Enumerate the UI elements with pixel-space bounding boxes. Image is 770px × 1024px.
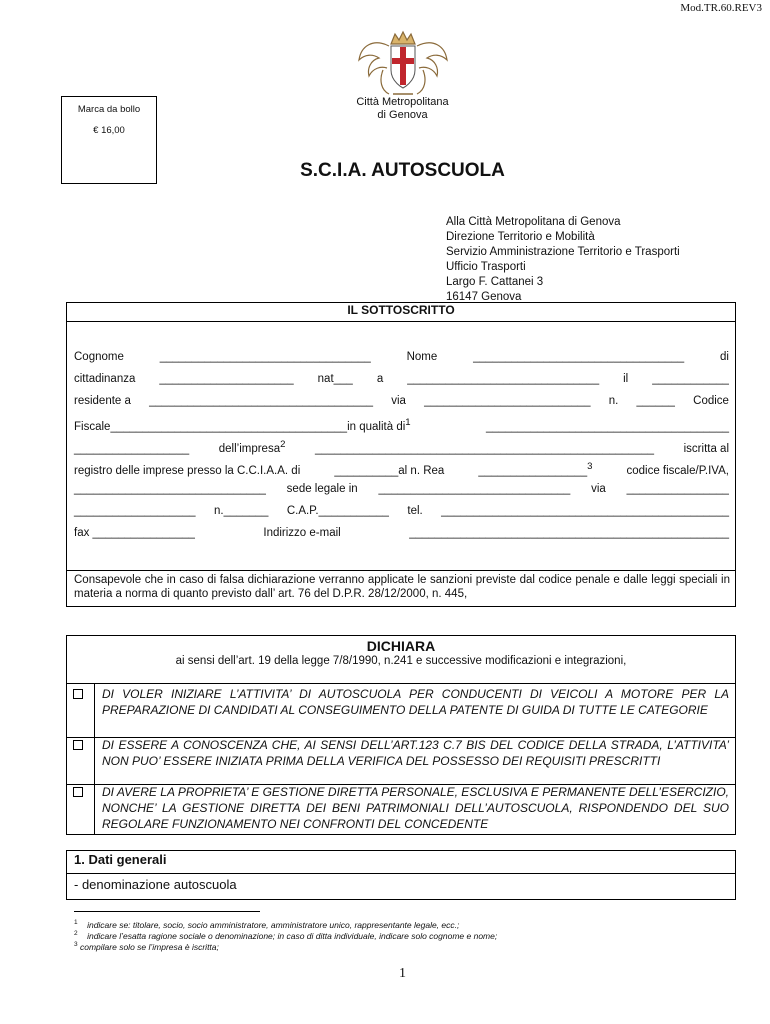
via2-cont-field[interactable]: ___________________ bbox=[74, 505, 196, 517]
declaration-text-2: DI ESSERE A CONOSCENZA CHE, AI SENSI DELL’ART.123 C.7 BIS DEL CODICE DELLA STRADA, L’ATTIVITA’ NON PUO’ ESSERE INIZIATA PRIMA DELLA VERIFICA DEL POSSESSO DEI REQUISITI PRESCRITTI bbox=[102, 738, 729, 768]
form-line-registro bbox=[74, 461, 729, 477]
in-qualita-label: in qualità di bbox=[347, 420, 406, 433]
form-line-cap bbox=[74, 505, 729, 517]
birthdate-field[interactable]: ____________ bbox=[652, 373, 729, 385]
via-label: via bbox=[391, 395, 406, 407]
iscritta-label: iscritta al bbox=[683, 442, 729, 455]
footnote-2 bbox=[74, 930, 497, 941]
il-label: il bbox=[623, 373, 629, 385]
rea-field[interactable]: _________________ bbox=[478, 464, 588, 477]
codice-label: Codice bbox=[693, 395, 729, 407]
a-label: a bbox=[376, 373, 384, 385]
cf-piva-label: codice fiscale/P.IVA, bbox=[626, 464, 729, 477]
codice-fiscale-field[interactable]: _____________________________________ bbox=[110, 420, 348, 433]
declaration-text-1: DI VOLER INIZIARE L’ATTIVITA’ DI AUTOSCUOLA PER CONDUCENTI DI VEICOLI A MOTORE PER LA PREPARAZIONE DI CANDIDATI AL CONSEGUIMENTO DELLA PATENTE DI GUIDA DI TUTTE LE CATEGORIE bbox=[102, 687, 729, 717]
recipient-line: Ufficio Trasporti bbox=[446, 261, 526, 273]
nome-field[interactable]: _________________________________ bbox=[473, 351, 685, 363]
residente-a-label: residente a bbox=[74, 395, 131, 407]
tel-label: tel. bbox=[407, 505, 423, 517]
via2-label: via bbox=[591, 483, 606, 495]
fiscale-label: Fiscale bbox=[74, 420, 111, 433]
fax-field[interactable]: ________________ bbox=[92, 527, 195, 539]
dati-generali-section bbox=[66, 850, 736, 900]
di-label: di bbox=[720, 351, 729, 363]
cciaa-field[interactable]: __________ bbox=[334, 464, 399, 477]
recipient-line: Direzione Territorio e Mobilità bbox=[446, 231, 595, 243]
via2-field[interactable]: ________________ bbox=[626, 483, 729, 495]
divider bbox=[66, 683, 736, 684]
nome-label: Nome bbox=[406, 351, 438, 363]
institution-line-1: Città Metropolitana bbox=[356, 96, 449, 108]
consapevole-text: Consapevole che in caso di falsa dichiarazione verranno applicate le sanzioni previste dal codice penale e dalle leggi speciali in materia a norma di quanto previsto dall’ art. 76 del D.P.R. 28/12/2000, n. 445, bbox=[74, 574, 730, 600]
footnote-3 bbox=[74, 941, 219, 952]
dati-generali-title: 1. Dati generali bbox=[74, 852, 167, 867]
declaration-text-3: DI AVERE LA PROPRIETA’ E GESTIONE DIRETTA PERSONALE, ESCLUSIVA E PERMANENTE DELL’ESERCIZIO, NONCHE’ LA GESTIONE DIRETTA DEI BENI PATRIMONIALI DELL’AUTOSCUOLA, RISPONDENDO DEL SUO REGOLARE FUNZIONAMENTO NEI CONFRONTI DEL CONCEDENTE bbox=[102, 785, 729, 831]
cittadinanza-field[interactable]: _____________________ bbox=[159, 373, 294, 385]
institution-line-2: di Genova bbox=[377, 109, 428, 121]
cap-field[interactable]: ___________ bbox=[318, 505, 389, 517]
page-number: 1 bbox=[399, 966, 406, 981]
cap-label: C.A.P. bbox=[286, 505, 319, 517]
denominazione-field[interactable]: - denominazione autoscuola bbox=[74, 877, 237, 892]
page-title: S.C.I.A. AUTOSCUOLA bbox=[300, 160, 505, 181]
sede-field[interactable]: ______________________________ bbox=[378, 483, 571, 495]
recipient-line: 16147 Genova bbox=[446, 291, 522, 303]
tel-field[interactable]: _____________________________________________ bbox=[441, 505, 729, 517]
footnote-text: compilare solo se l’impresa è iscritta; bbox=[80, 941, 219, 952]
form-line-sede bbox=[74, 483, 729, 495]
footnote-number: 2 bbox=[74, 930, 78, 937]
footnote-1 bbox=[74, 919, 459, 930]
declaration-checkbox-3[interactable] bbox=[73, 787, 83, 797]
stamp-label: Marca da bollo bbox=[77, 104, 141, 115]
rea-label: al n. Rea bbox=[398, 464, 445, 477]
dichiara-title: DICHIARA bbox=[366, 638, 436, 654]
footnote-text: indicare l’esatta ragione sociale o denominazione; in caso di ditta individuale, indicare solo cognome e nome; bbox=[87, 930, 498, 941]
impresa-field[interactable]: _____________________________________________________ bbox=[315, 442, 655, 455]
institution-name bbox=[320, 96, 485, 122]
form-line-residenza bbox=[74, 395, 729, 407]
form-line-cognome bbox=[74, 351, 729, 363]
footnote-ref: 1 bbox=[405, 417, 411, 428]
divider bbox=[66, 570, 736, 571]
declaration-checkbox-1[interactable] bbox=[73, 689, 83, 699]
birthplace-field[interactable]: ______________________________ bbox=[407, 373, 600, 385]
cittadinanza-label: cittadinanza bbox=[74, 373, 136, 385]
email-label: Indirizzo e-mail bbox=[263, 527, 341, 539]
form-code: Mod.TR.60.REV3 bbox=[680, 2, 762, 14]
nat-label: nat___ bbox=[317, 373, 353, 385]
footnote-number: 3 bbox=[74, 941, 78, 948]
form-line-cittadinanza bbox=[74, 373, 729, 385]
declaration-checkbox-2[interactable] bbox=[73, 740, 83, 750]
registro-label: registro delle imprese presso la C.C.I.A.A. di bbox=[74, 464, 301, 477]
divider bbox=[66, 321, 736, 322]
dichiara-subtitle: ai sensi dell’art. 19 della legge 7/8/1990, n.241 e successive modificazioni e integrazioni, bbox=[175, 655, 627, 667]
coat-of-arms-logo bbox=[353, 30, 453, 98]
n2-field[interactable]: _______ bbox=[223, 505, 269, 517]
footnote-rule bbox=[74, 911, 260, 912]
footnote-number: 1 bbox=[74, 919, 78, 926]
via-field[interactable]: __________________________ bbox=[424, 395, 591, 407]
divider bbox=[94, 683, 95, 835]
recipient-line: Servizio Amministrazione Territorio e Trasporti bbox=[446, 246, 680, 258]
qualifica-field[interactable]: __________________ bbox=[74, 442, 190, 455]
residenza-field[interactable]: ___________________________________ bbox=[149, 395, 373, 407]
recipient-line: Largo F. Cattanei 3 bbox=[446, 276, 544, 288]
n2-label: n. bbox=[213, 505, 224, 517]
footnote-ref: 3 bbox=[587, 461, 593, 472]
fax-label: fax bbox=[74, 527, 90, 539]
form-line-fax bbox=[74, 527, 729, 539]
recipient-line: Alla Città Metropolitana di Genova bbox=[446, 216, 621, 228]
form-line-fiscale bbox=[74, 417, 729, 433]
footnote-text: indicare se: titolare, socio, socio amministratore, amministratore unico, rappresentante legale, ecc.; bbox=[87, 919, 460, 930]
stamp-amount: € 16,00 bbox=[93, 125, 125, 136]
recipient-address bbox=[446, 215, 680, 305]
divider bbox=[66, 873, 736, 874]
cognome-field[interactable]: _________________________________ bbox=[159, 351, 371, 363]
footnote-ref: 2 bbox=[280, 439, 286, 450]
sede-label: sede legale in bbox=[286, 483, 358, 495]
form-line-impresa bbox=[74, 439, 729, 455]
impresa-label: dell’impresa bbox=[218, 442, 281, 455]
civico-field[interactable]: ______ bbox=[636, 395, 675, 407]
n-label: n. bbox=[608, 395, 619, 407]
cognome-label: Cognome bbox=[74, 351, 124, 363]
qualita-field[interactable]: ______________________________________ bbox=[485, 420, 729, 433]
piva-field[interactable]: ______________________________ bbox=[74, 483, 266, 495]
email-field[interactable]: __________________________________________________ bbox=[409, 527, 729, 539]
sottoscritto-title: IL SOTTOSCRITTO bbox=[347, 303, 455, 317]
